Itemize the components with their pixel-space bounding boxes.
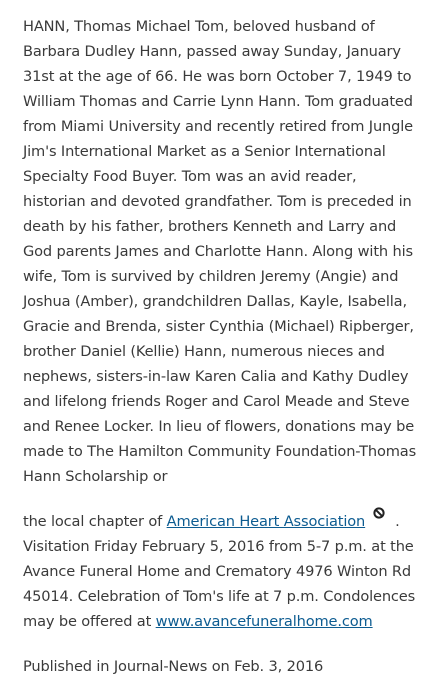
obituary-body (23, 14, 421, 634)
obituary (23, 14, 421, 679)
obituary-chapter-text: the local chapter of (23, 513, 167, 530)
obituary-intro-text: HANN, Thomas Michael Tom, beloved husband of Barbara Dudley Hann, passed away Sunday, January 31st at the age of 66. He was born October 7, 1949 to William Thomas and Carrie Lynn Hann. Tom graduated from Miami University and recently retired from Jungle Jim's International Market as a Senior International Specialty Food Buyer. Tom was an avid reader, historian and devoted grandfather. Tom is preceded in death by his father, brothers Kenneth and Larry and God parents James and Charlotte Hann. Along with his wife, Tom is survived by children Jeremy (Angie) and Joshua (Amber), grandchildren Dallas, Kayle, Isabella, Gracie and Brenda, sister Cynthia (Michael) Ripberger, brother Daniel (Kellie) Hann, numerous nieces and nephews, sisters-in-law Karen Calia and Kathy Dudley and lifelong friends Roger and Carol Meade and Steve and Renee Locker. In lieu of flowers, donations may be made to The Hamilton Community Foundation-Thomas Hann Scholarship or (23, 18, 417, 485)
obituary-visitation-text: . Visitation Friday February 5, 2016 from 5-7 p.m. at the Avance Funeral Home and Crematory 4976 Winton Rd 45014. Celebration of Tom's life at 7 p.m. Condolences may be offered at (23, 513, 416, 630)
published-line: Published in Journal-News on Feb. 3, 2016 (23, 658, 324, 675)
american-heart-association-link[interactable]: American Heart Association (166, 513, 366, 530)
funeral-home-link[interactable]: www.avancefuneralhome.com (155, 613, 373, 630)
no-entry-icon (373, 507, 385, 519)
